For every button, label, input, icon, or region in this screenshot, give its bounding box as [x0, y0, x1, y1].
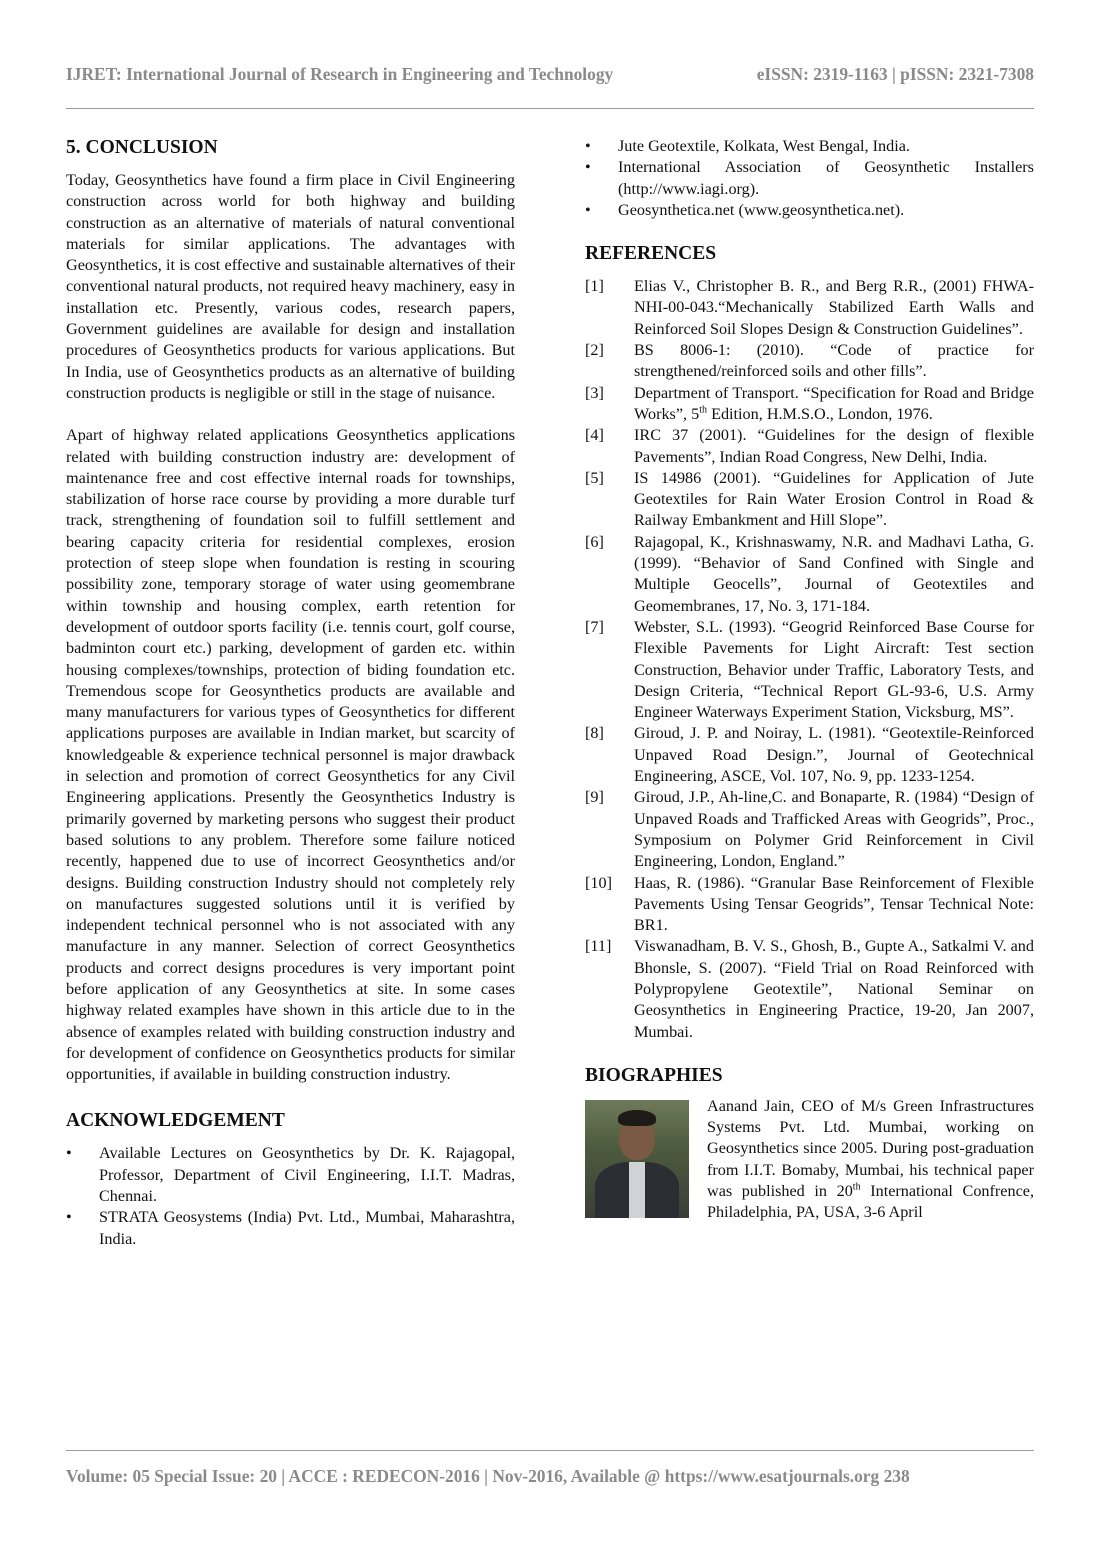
reference-item: [6] Rajagopal, K., Krishnaswamy, N.R. and Madhavi Latha, G. (1999). “Behavior of Sand Confined with Single and Multiple Geocells”, Journal of Geotextiles and Geomembranes, 17, No. 3, 171-184. [585, 532, 1034, 615]
reference-item: [9] Giroud, J.P., Ah-line,C. and Bonaparte, R. (1984) “Design of Unpaved Roads and Trafficked Areas with Geogrids”, Proc., Symposium on Polymer Grid Reinforcement in Civil Engineering, London, England.” [585, 788, 1034, 871]
reference-item: [5] IS 14986 (2001). “Guidelines for Application of Jute Geotextiles for Rain Water Erosion Control in Road & Railway Embankment and Hill Slope”. [585, 468, 1034, 530]
biography-text: Aanand Jain, CEO of M/s Green Infrastructures Systems Pvt. Ltd. Mumbai, working on Geosynthetics since 2005. During post-graduation from I.I.T. Bomaby, Mumbai, his technical paper was published in 20th International Confrence, Philadelphia, PA, USA, 3-6 April [707, 1096, 1034, 1222]
bullet-icon: • [585, 200, 591, 219]
bullet-icon: • [66, 1144, 72, 1163]
author-photo [585, 1100, 689, 1218]
conclusion-paragraph-1: Today, Geosynthetics have found a firm place in Civil Engineering construction across world for both highway and building construction as an alternative of materials of natural conventional materials for similar applications. The advantages with Geosynthetics, it is cost effective and sustainable alternatives of their conventional natural products, not required heavy machinery, easy in installation etc. Presently, various codes, research papers, Government guidelines are available for design and installation procedures of Geosynthetics products for various applications. But In India, use of Geosynthetics products as an alternative of building construction products is negligible or still in the stage of nuisance. [66, 171, 515, 402]
footer-text: Volume: 05 Special Issue: 20 | ACCE : REDECON-2016 | Nov-2016, Available @ https://www.esatjournals.org [66, 1466, 880, 1486]
reference-item: [3] Department of Transport. “Specification for Road and Bridge Works”, 5th Edition, H.M.S.O., London, 1976. [585, 383, 1034, 423]
reference-item: [10] Haas, R. (1986). “Granular Base Reinforcement of Flexible Pavements Using Tensar Geogrids”, Tensar Technical Note: BR1. [585, 873, 1034, 935]
list-item: • Jute Geotextile, Kolkata, West Bengal, India. [585, 136, 1034, 157]
list-item: • International Association of Geosynthetic Installers (http://www.iagi.org). [585, 158, 1034, 198]
running-header [66, 64, 1034, 94]
footer-rule [66, 1450, 1034, 1451]
issn-info: eISSN: 2319-1163 | pISSN: 2321-7308 [756, 64, 1034, 84]
reference-item: [11] Viswanadham, B. V. S., Ghosh, B., Gupte A., Satkalmi V. and Bhonsle, S. (2007). “Field Trial on Road Reinforced with Polypropylene Geotextile”, National Seminar on Geosynthetics in Engineering Practice, 19-20, Jan 2007, Mumbai. [585, 937, 1034, 1041]
right-column [585, 136, 1034, 1224]
reference-item: [8] Giroud, J. P. and Noiray, L. (1981). “Geotextile-Reinforced Unpaved Road Design.”, Journal of Geotechnical Engineering, ASCE, Vol. 107, No. 9, pp. 1233-1254. [585, 724, 1034, 786]
reference-list [585, 276, 1034, 1043]
header-rule [66, 108, 1034, 109]
list-item: • Geosynthetica.net (www.geosynthetica.net). [585, 200, 1034, 221]
running-footer [66, 1466, 1034, 1487]
biographies-heading: BIOGRAPHIES [585, 1064, 723, 1086]
reference-item: [7] Webster, S.L. (1993). “Geogrid Reinforced Base Course for Flexible Pavements for Light Aircraft: Test section Construction, Behavior under Traffic, Laboratory Tests, and Design Criteria, “Technical Report GL-93-6, U.S. Army Engineer Waterways Experiment Station, Vicksburg, MS”. [585, 617, 1034, 722]
reference-item: [1] Elias V., Christopher B. R., and Berg R.R., (2001) FHWA-NHI-00-043.“Mechanically Stabilized Earth Walls and Reinforced Soil Slopes Design & Construction Guidelines”. [585, 277, 1034, 338]
acknowledgement-list [66, 1143, 515, 1249]
conclusion-heading: 5. CONCLUSION [66, 137, 218, 158]
journal-title: IJRET: International Journal of Research in Engineering and Technology [66, 64, 614, 84]
bullet-icon: • [585, 137, 591, 155]
list-item: • Available Lectures on Geosynthetics by Dr. K. Rajagopal, Professor, Department of Civil Engineering, I.I.T. Madras, Chennai. [66, 1144, 515, 1206]
bullet-icon: • [585, 158, 591, 177]
biography [585, 1096, 1034, 1224]
left-column [66, 136, 515, 1250]
acknowledgement-heading: ACKNOWLEDGEMENT [66, 1110, 285, 1132]
reference-item: [4] IRC 37 (2001). “Guidelines for the design of flexible Pavements”, Indian Road Congress, New Delhi, India. [585, 426, 1034, 466]
reference-item: [2] BS 8006-1: (2010). “Code of practice for strengthened/reinforced soils and other fills”. [585, 341, 1034, 381]
page-number: 238 [883, 1466, 910, 1486]
bullet-icon: • [66, 1208, 72, 1227]
list-item: • STRATA Geosystems (India) Pvt. Ltd., Mumbai, Maharashtra, India. [66, 1208, 515, 1248]
references-heading: REFERENCES [585, 243, 717, 265]
acknowledgement-list-continued [585, 136, 1034, 221]
conclusion-paragraph-2: Apart of highway related applications Geosynthetics applications related with building construction industry are: development of maintenance free and cost effective internal roads for townships, stabilization of horse race course by providing a more durable turf track, strengthening of foundation soil to fulfill settlement and bearing capacity criteria for residential complexes, erosion protection of steep slope when foundation is resting in scouring possibility zone, temporary storage of water using geomembrane within township and housing complex, earth retention for development of outdoor sports facility (i.e. tennis court, golf course, badminton court etc.) parking, development of garden etc. within housing complexes/townships, protection of biding foundation etc. Tremendous scope for Geosynthetics products are available and many manufacturers for various types of Geosynthetics for different applications purposes are available in Indian market, but scarcity of knowledgeable & experience technical personnel is major drawback in selection and promotion of correct Geosynthetics for any Civil Engineering applications. Presently the Geosynthetics Industry is primarily governed by marketing persons who suggest their product based solutions to any problem. Therefore some failure noticed recently, happened due to use of incorrect Geosynthetics and/or designs. Building construction Industry should not completely rely on manufactures suggested solutions until it is verified by independent technical personnel who is not associated with any manufacture in any manner. Selection of correct Geosynthetics products and correct designs procedures is very important point before application of any Geosynthetics at site. In some cases highway related examples have shown in this article due to in the absence of examples related with building construction industry and for development of confidence on Geosynthetics products for similar opportunities, if available in building construction industry. [66, 426, 515, 1084]
